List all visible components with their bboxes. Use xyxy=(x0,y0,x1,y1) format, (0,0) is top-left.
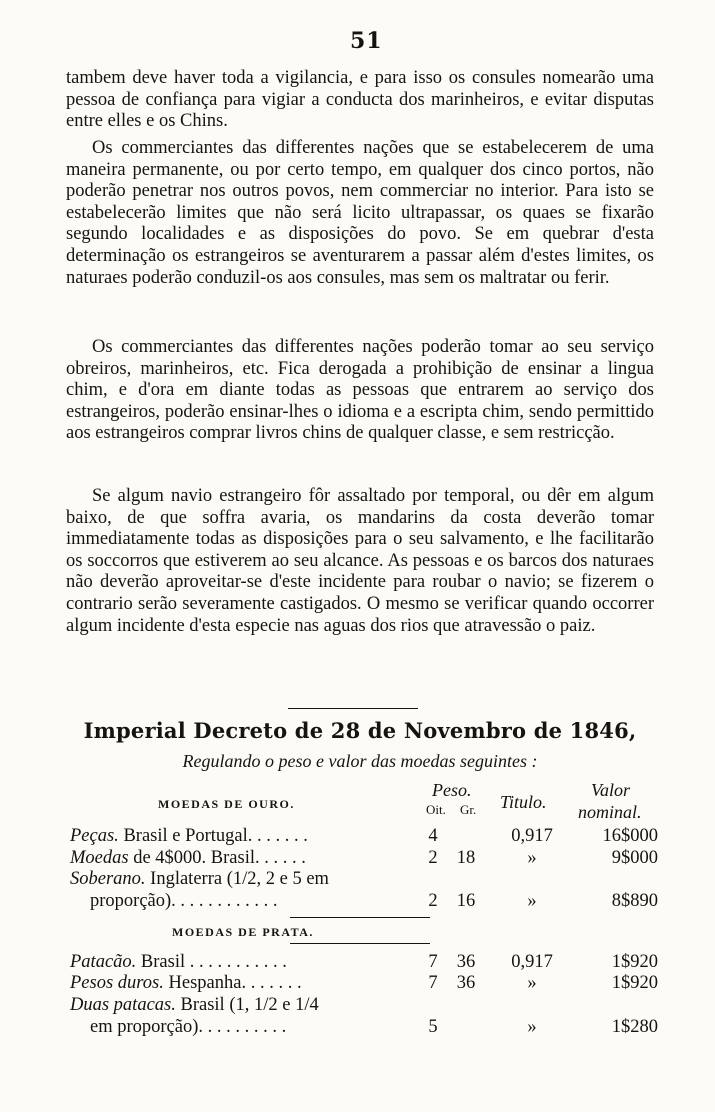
cell-gr: 18 xyxy=(456,848,476,868)
coin-name: Patacão. xyxy=(70,952,137,972)
cell-titulo: » xyxy=(527,1017,537,1037)
paragraph-4 xyxy=(66,486,654,637)
coin-origin: Inglaterra (1/2, 2 e 5 em xyxy=(145,869,329,889)
paragraph-1-text: tambem deve haver toda a vigilancia, e para isso os consules nomearão uma pessoa de confiança para vigiar a conducta dos marinheiros, e evitar disputas entre elles e os Chins. xyxy=(66,68,654,132)
paragraph-2-text: Os commerciantes das differentes nações que se estabelecerem de uma maneira permanente, ou por certo tempo, em qualquer dos cinco portos, não poderão penetrar nos outros povos, nem commerciar no interior. Para isto se estabelecerão limites que não será licito ultrapassar, os quaes se fixarão segundo localidades e as disposições do povo. Se em quebrar d'esta determinação os estrangeiros se aventurarem a passar além d'estes limites, os naturaes poderão conduzil-os aos consules, mas sem os maltratar ou ferir. xyxy=(66,138,654,288)
coin-origin: Brasil (1, 1/2 e 1/4 xyxy=(175,995,319,1015)
coin-origin: Brasil . . . . . . . . . . . xyxy=(136,952,287,972)
cell-gr: 16 xyxy=(456,891,476,911)
cell-valor: 8$890 xyxy=(611,891,658,911)
coin-name: Pesos duros. xyxy=(70,973,164,993)
cell-oit: 7 xyxy=(428,952,438,972)
silver-heading: MOEDAS DE PRATA. xyxy=(172,925,314,939)
coin-name: Soberano. xyxy=(70,869,146,889)
coin-origin: Hespanha. . . . . . . xyxy=(163,973,302,993)
cell-oit: 7 xyxy=(428,973,438,993)
table-row xyxy=(66,995,658,1019)
header-gr: Gr. xyxy=(460,802,477,817)
coin-origin: de 4$000. Brasil. . . . . . xyxy=(128,848,306,868)
cell-valor: 1$280 xyxy=(611,1017,658,1037)
gold-heading: MOEDAS DE OURO. xyxy=(158,797,295,811)
cell-titulo: 0,917 xyxy=(511,952,553,972)
cell-gr: 36 xyxy=(456,973,476,993)
cell-valor: 9$000 xyxy=(611,848,658,868)
section-divider xyxy=(288,708,418,709)
cell-oit: 2 xyxy=(428,891,438,911)
coin-name: Peças. xyxy=(70,826,119,846)
header-titulo: Titulo. xyxy=(500,792,547,812)
cell-titulo: 0,917 xyxy=(511,826,553,846)
coin-origin: em proporção). . . . . . . . . . xyxy=(90,1017,287,1037)
table-row xyxy=(66,891,658,915)
section-divider xyxy=(290,917,430,918)
cell-valor: 1$920 xyxy=(611,973,658,993)
cell-oit: 4 xyxy=(428,826,438,846)
cell-valor: 16$000 xyxy=(602,826,658,846)
table-row xyxy=(66,1017,658,1041)
cell-oit: 5 xyxy=(428,1017,438,1037)
cell-titulo: » xyxy=(527,848,537,868)
decree-title: Imperial Decreto de 28 de Novembro de 1846, xyxy=(83,718,637,743)
paragraph-2 xyxy=(66,138,654,289)
header-valor: Valor xyxy=(591,780,631,800)
paragraph-3 xyxy=(66,337,654,445)
cell-titulo: » xyxy=(527,891,537,911)
table-row xyxy=(66,826,658,850)
cell-oit: 2 xyxy=(428,848,438,868)
cell-gr: 36 xyxy=(456,952,476,972)
coin-name: Duas patacas. xyxy=(70,995,176,1015)
coin-origin: proporção). . . . . . . . . . . . xyxy=(90,891,278,911)
header-oit: Oit. xyxy=(426,802,446,817)
coin-name: Moedas xyxy=(70,848,129,868)
cell-titulo: » xyxy=(527,973,537,993)
paragraph-1 xyxy=(66,68,654,133)
coin-origin: Brasil e Portugal. . . . . . . xyxy=(118,826,308,846)
table-row xyxy=(66,869,658,893)
cell-valor: 1$920 xyxy=(611,952,658,972)
table-row xyxy=(66,973,658,997)
section-divider xyxy=(290,943,430,944)
decree-subtitle: Regulando o peso e valor das moedas seguintes : xyxy=(182,751,538,771)
header-peso: Peso. xyxy=(432,780,472,800)
paragraph-4-text: Se algum navio estrangeiro fôr assaltado por temporal, ou dêr em algum baixo, de que soffra avaria, os mandarins da costa deverão tomar immediatamente todas as disposições para o seu salvamento, e lhe facilitarão os soccorros que estiverem ao seu alcance. As pessoas e os barcos dos naturaes não deverão aproveitar-se d'este incidente para roubar o navio; se fizerem o contrario serão severamente castigados. O mesmo se verificar quando occorrer algum incidente d'esta especie nas aguas dos rios que atravessão o paiz. xyxy=(66,486,654,636)
header-nominal: nominal. xyxy=(578,802,642,822)
paragraph-3-text: Os commerciantes das differentes nações poderão tomar ao seu serviço obreiros, marinheiros, etc. Fica derogada a prohibição de ensinar a lingua chim, e d'ora em diante todas as pessoas que entrarem ao serviço dos estrangeiros, poderão ensinar-lhes o idioma e a escripta chim, sendo permittido aos estrangeiros comprar livros chins de qualquer classe, e sem restricção. xyxy=(66,337,654,444)
page-number: 51 xyxy=(350,28,383,54)
